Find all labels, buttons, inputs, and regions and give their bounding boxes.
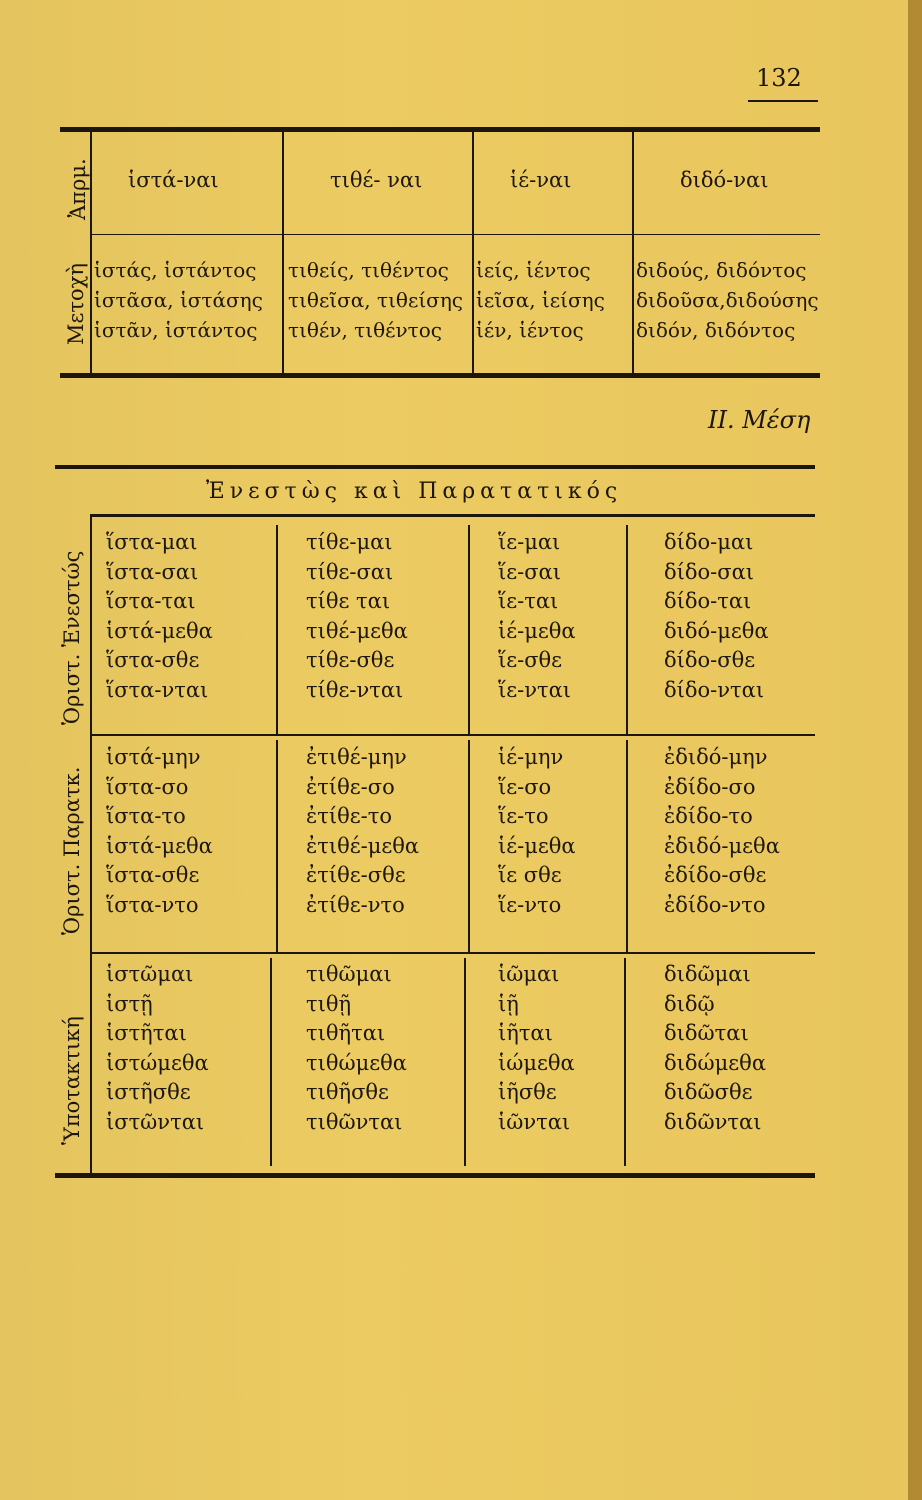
conjugation-form: ἐτίθε-ντο xyxy=(306,893,405,917)
conjugation-form: ἱῶνται xyxy=(498,1110,571,1134)
conjugation-form: ἵστα-νται xyxy=(106,678,209,702)
conjugation-form: τιθῆται xyxy=(306,1021,386,1045)
top-table-col-divider-2 xyxy=(472,132,474,373)
mid-table-col-divider-3 xyxy=(626,740,628,952)
top-table-col-divider-3 xyxy=(632,132,634,373)
conjugation-form: ἐδίδο-το xyxy=(664,804,753,828)
conjugation-form: ἱστῆσθε xyxy=(106,1080,191,1104)
conjugation-form: ἐτίθε-σο xyxy=(306,775,395,799)
conjugation-form: τιθῶνται xyxy=(306,1110,403,1134)
participle-label: Μετοχὴ xyxy=(64,263,88,345)
infinitive-cell: τιθέ- ναι xyxy=(330,168,423,192)
conjugation-form: ἵστα-σθε xyxy=(106,648,200,672)
infinitive-cell: ἱστά-ναι xyxy=(128,168,219,192)
participle-cell: τιθέν, τιθέντος xyxy=(288,318,442,342)
participle-cell: ἱστᾶν, ἱστάντος xyxy=(94,318,258,342)
conjugation-form: ἱστῇ xyxy=(106,992,153,1016)
participle-cell: ἱείς, ἱέντος xyxy=(476,258,591,282)
conjugation-form: ἱστῆται xyxy=(106,1021,187,1045)
conjugation-form: ἱῆσθε xyxy=(498,1080,557,1104)
conjugation-form: ἐτιθέ-μεθα xyxy=(306,834,420,858)
conjugation-form: ἱῆται xyxy=(498,1021,553,1045)
conjugation-form: ἵε-ται xyxy=(498,589,559,613)
conjugation-form: ἵστα-σαι xyxy=(106,560,199,584)
conjugation-form: ἱστά-μεθα xyxy=(106,834,213,858)
conjugation-form: ἱέ-μεθα xyxy=(498,619,576,643)
subsection-title: Ἐνεστὼς καὶ Παρατατικός xyxy=(206,479,623,504)
mid-table-col-divider-1 xyxy=(276,525,278,735)
infinitive-cell: διδό-ναι xyxy=(680,168,769,192)
conjugation-form: τιθῶμαι xyxy=(306,962,392,986)
conjugation-form: ἐδίδο-σθε xyxy=(664,863,767,887)
conjugation-form: διδῶμαι xyxy=(664,962,751,986)
mid-table-col-divider-2 xyxy=(468,740,470,952)
conjugation-form: ἵε-σο xyxy=(498,775,552,799)
conjugation-form: ἐτίθε-το xyxy=(306,804,392,828)
participle-cell: διδοῦσα,διδούσης xyxy=(636,288,819,312)
conjugation-form: ἵστα-ται xyxy=(106,589,196,613)
conjugation-form: ἐδιδό-μην xyxy=(664,745,768,769)
conjugation-form: ἱστώμεθα xyxy=(106,1051,209,1075)
conjugation-form: δίδο-ται xyxy=(664,589,752,613)
conjugation-form: ἱστῶνται xyxy=(106,1110,205,1134)
top-table-col-divider-1 xyxy=(282,132,284,373)
conjugation-form: τίθε-σαι xyxy=(306,560,394,584)
conjugation-form: ἱώμεθα xyxy=(498,1051,575,1075)
conjugation-form: διδῶται xyxy=(664,1021,749,1045)
conjugation-form: δίδο-σθε xyxy=(664,648,756,672)
conjugation-form: τιθῆσθε xyxy=(306,1080,389,1104)
conjugation-form: ἵε-μαι xyxy=(498,530,561,554)
conjugation-form: δίδο-σαι xyxy=(664,560,755,584)
section-title: ΙΙ. Μέση xyxy=(708,406,811,434)
conjugation-form: ἵε-σθε xyxy=(498,648,563,672)
mid-table-col-divider-3 xyxy=(626,525,628,735)
group-label-subjunctive: Ὑποτακτική xyxy=(60,1016,84,1145)
infinitive-label: Ἀπρμ. xyxy=(66,158,90,220)
group-divider-2 xyxy=(90,952,815,954)
conjugation-form: ἐτιθέ-μην xyxy=(306,745,407,769)
group-divider-1 xyxy=(90,734,815,736)
conjugation-form: ἵστα-σο xyxy=(106,775,189,799)
conjugation-form: διδῶνται xyxy=(664,1110,762,1134)
conjugation-form: διδῶσθε xyxy=(664,1080,753,1104)
conjugation-form: ἵστα-σθε xyxy=(106,863,200,887)
mid-table-col-divider-2 xyxy=(468,525,470,735)
conjugation-form: δίδο-νται xyxy=(664,678,765,702)
page-edge xyxy=(908,0,922,1500)
conjugation-form: ἵστα-το xyxy=(106,804,186,828)
conjugation-form: τίθε-μαι xyxy=(306,530,393,554)
conjugation-form: ἱέ-μεθα xyxy=(498,834,576,858)
conjugation-form: ἐδίδο-σο xyxy=(664,775,756,799)
conjugation-form: τίθε-σθε xyxy=(306,648,395,672)
conjugation-form: τίθε-νται xyxy=(306,678,404,702)
conjugation-form: τιθῇ xyxy=(306,992,352,1016)
participle-cell: ἱστάς, ἱστάντος xyxy=(94,258,257,282)
mid-table-col-divider-3 xyxy=(624,958,626,1166)
conjugation-form: ἵστα-μαι xyxy=(106,530,198,554)
mid-table-rule-top xyxy=(55,465,815,469)
conjugation-form: ἐτίθε-σθε xyxy=(306,863,406,887)
top-table-rule-top xyxy=(60,127,820,132)
conjugation-form: διδῷ xyxy=(664,992,715,1016)
participle-cell: ἱστᾶσα, ἱστάσης xyxy=(94,288,263,312)
participle-cell: διδούς, διδόντος xyxy=(636,258,807,282)
top-table-label-divider xyxy=(90,132,92,373)
conjugation-form: ἱστῶμαι xyxy=(106,962,194,986)
top-table-rule-mid xyxy=(90,234,820,235)
group-label-present-indicative: Ὁριστ. Ἐνεστώς xyxy=(60,550,84,725)
conjugation-form: ἵε-ντο xyxy=(498,893,562,917)
conjugation-form: δίδο-μαι xyxy=(664,530,754,554)
mid-table-label-divider xyxy=(90,517,92,1173)
page-number: 132 xyxy=(756,64,802,92)
top-table-rule-bottom xyxy=(60,373,820,378)
conjugation-form: ἵε-σαι xyxy=(498,560,561,584)
participle-cell: τιθεῖσα, τιθείσης xyxy=(288,288,464,312)
participle-cell: τιθείς, τιθέντος xyxy=(288,258,449,282)
conjugation-form: ἱστά-μην xyxy=(106,745,201,769)
conjugation-form: ἵε σθε xyxy=(498,863,562,887)
conjugation-form: διδώμεθα xyxy=(664,1051,766,1075)
group-label-imperfect-indicative: Ὁριστ. Παρατκ. xyxy=(60,766,84,935)
participle-cell: ἱέν, ἱέντος xyxy=(476,318,584,342)
conjugation-form: ἵε-το xyxy=(498,804,549,828)
conjugation-form: ἱῇ xyxy=(498,992,519,1016)
conjugation-form: ἱέ-μην xyxy=(498,745,564,769)
conjugation-form: ἐδίδο-ντο xyxy=(664,893,766,917)
conjugation-form: ἱστά-μεθα xyxy=(106,619,213,643)
participle-cell: διδόν, διδόντος xyxy=(636,318,796,342)
mid-table-col-divider-1 xyxy=(270,958,272,1166)
mid-table-rule-bottom xyxy=(55,1173,815,1178)
conjugation-form: διδό-μεθα xyxy=(664,619,769,643)
conjugation-form: ἵστα-ντο xyxy=(106,893,199,917)
infinitive-cell: ἱέ-ναι xyxy=(510,168,572,192)
mid-table-col-divider-1 xyxy=(276,740,278,952)
mid-table-rule-heading xyxy=(90,514,815,517)
conjugation-form: τιθώμεθα xyxy=(306,1051,407,1075)
mid-table-col-divider-2 xyxy=(464,958,466,1166)
conjugation-form: τιθέ-μεθα xyxy=(306,619,408,643)
conjugation-form: ἐδιδό-μεθα xyxy=(664,834,780,858)
conjugation-form: ἱῶμαι xyxy=(498,962,560,986)
conjugation-form: ἵε-νται xyxy=(498,678,572,702)
page-number-rule xyxy=(748,100,818,102)
conjugation-form: τίθε ται xyxy=(306,589,391,613)
participle-cell: ἱεῖσα, ἱείσης xyxy=(476,288,605,312)
